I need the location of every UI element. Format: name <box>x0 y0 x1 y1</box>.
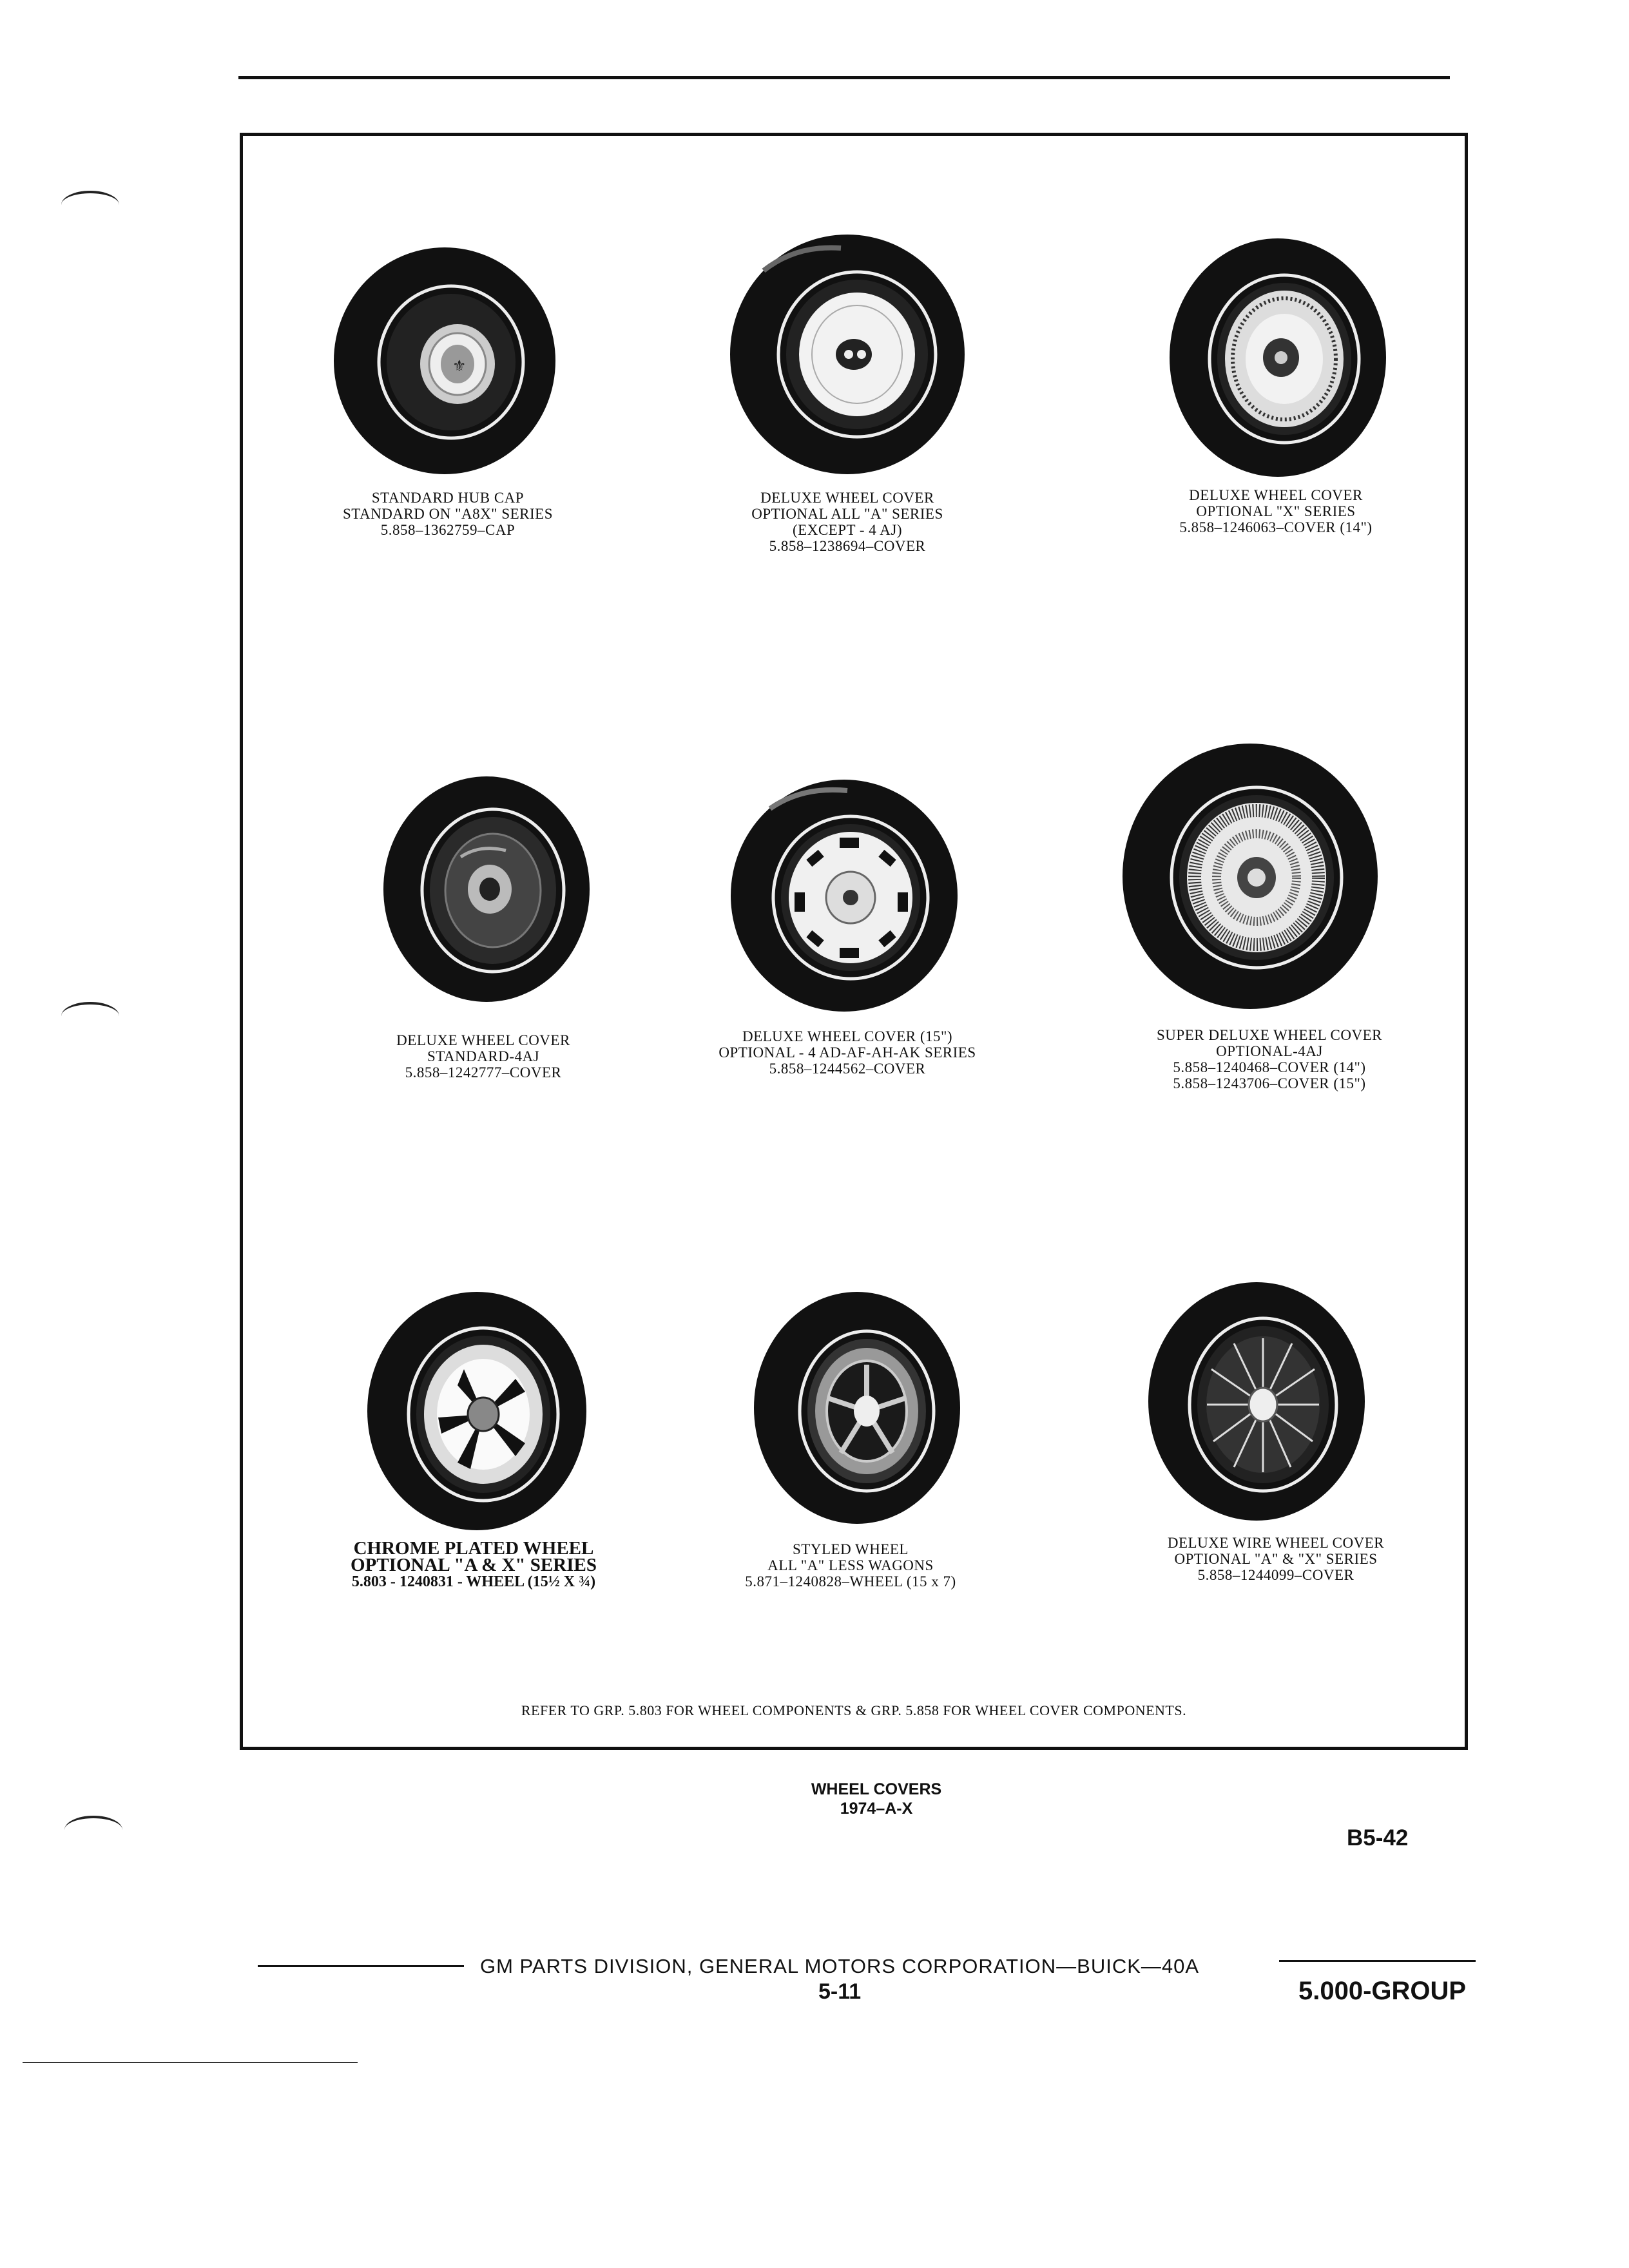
caption-line: 5.803 - 1240831 - WHEEL (15½ X ¾) <box>351 1573 596 1590</box>
caption-line: 5.858–1244099–COVER <box>1197 1567 1354 1583</box>
page-reference: B5-42 <box>1347 1825 1409 1850</box>
caption-line: (EXCEPT - 4 AJ) <box>793 522 902 538</box>
scan-edge-line <box>23 2062 358 2063</box>
punch-hole-mark <box>64 1816 122 1844</box>
wheel-image-standard-hub-cap <box>329 245 561 477</box>
top-rule <box>238 76 1450 79</box>
caption-line: OPTIONAL - 4 AD-AF-AH-AK SERIES <box>718 1044 976 1061</box>
section-title <box>709 1780 1044 1818</box>
caption-chrome-plated <box>267 1540 680 1590</box>
footer-rule-right <box>1279 1960 1476 1962</box>
caption-deluxe-finned <box>1070 487 1482 535</box>
caption-super-deluxe-turbine <box>1063 1027 1476 1091</box>
caption-line: ALL "A" LESS WAGONS <box>767 1557 934 1573</box>
caption-line: OPTIONAL ALL "A" SERIES <box>751 506 943 522</box>
reference-note: REFER TO GRP. 5.803 FOR WHEEL COMPONENTS & GRP. 5.858 FOR WHEEL COVER COMPONENTS. <box>521 1702 1187 1718</box>
caption-line: STANDARD-4AJ <box>427 1048 540 1064</box>
footer-rule-left <box>258 1965 464 1967</box>
caption-line: 5.858–1246063–COVER (14") <box>1179 519 1373 535</box>
caption-line: 5.858–1244562–COVER <box>769 1061 926 1077</box>
caption-wire-cover <box>1070 1535 1482 1583</box>
wheel-image-deluxe-slotted <box>725 776 963 1015</box>
footer-group-number: 5.000-GROUP <box>1298 1977 1467 2005</box>
wheel-image-wire-cover <box>1144 1279 1369 1524</box>
caption-line: 5.858–1362759–CAP <box>380 522 516 538</box>
caption-line: DELUXE WHEEL COVER <box>760 490 934 506</box>
caption-line: 5.858–1240468–COVER (14") <box>1173 1059 1366 1075</box>
caption-line: SUPER DELUXE WHEEL COVER <box>1157 1027 1382 1043</box>
caption-line: DELUXE WHEEL COVER (15") <box>742 1028 953 1044</box>
section-title-main: WHEEL COVERS <box>811 1780 942 1798</box>
caption-deluxe-dish <box>277 1032 689 1081</box>
caption-standard-hub-cap <box>242 490 654 538</box>
wheel-image-styled <box>751 1289 963 1527</box>
caption-line: OPTIONAL "A & X" SERIES <box>351 1555 597 1575</box>
caption-line: STANDARD HUB CAP <box>371 490 525 506</box>
punch-hole-mark <box>61 1002 119 1030</box>
caption-line: STANDARD ON "A8X" SERIES <box>342 506 554 522</box>
caption-line: OPTIONAL "A" & "X" SERIES <box>1174 1551 1378 1567</box>
punch-hole-mark <box>61 191 119 219</box>
svg-text:⚜: ⚜ <box>452 358 467 375</box>
caption-deluxe-plain <box>641 490 1054 554</box>
footer-page-number: 5-11 <box>818 1979 862 2004</box>
caption-line: 5.871–1240828–WHEEL (15 x 7) <box>745 1573 956 1590</box>
wheel-image-super-deluxe-turbine <box>1118 741 1382 1012</box>
caption-line: CHROME PLATED WHEEL <box>353 1538 594 1559</box>
wheel-image-deluxe-finned <box>1165 235 1391 480</box>
caption-line: DELUXE WHEEL COVER <box>1189 487 1363 503</box>
caption-styled-wheel <box>644 1541 1057 1590</box>
wheel-image-chrome-plated <box>361 1289 593 1533</box>
wheel-image-deluxe-plain <box>725 232 970 477</box>
wheel-image-deluxe-dish <box>377 773 596 1005</box>
section-subtitle: 1974–A-X <box>840 1800 913 1818</box>
caption-line: OPTIONAL "X" SERIES <box>1196 503 1356 519</box>
caption-line: STYLED WHEEL <box>793 1541 909 1557</box>
caption-line: 5.858–1243706–COVER (15") <box>1173 1075 1366 1091</box>
caption-line: DELUXE WIRE WHEEL COVER <box>1167 1535 1385 1551</box>
caption-line: OPTIONAL-4AJ <box>1216 1043 1323 1059</box>
caption-line: DELUXE WHEEL COVER <box>396 1032 570 1048</box>
caption-line: 5.858–1242777–COVER <box>405 1064 562 1081</box>
footer-publisher: GM PARTS DIVISION, GENERAL MOTORS CORPORATION—BUICK—40A <box>480 1955 1200 1977</box>
caption-line: 5.858–1238694–COVER <box>769 538 926 554</box>
caption-deluxe-slotted <box>641 1028 1054 1077</box>
